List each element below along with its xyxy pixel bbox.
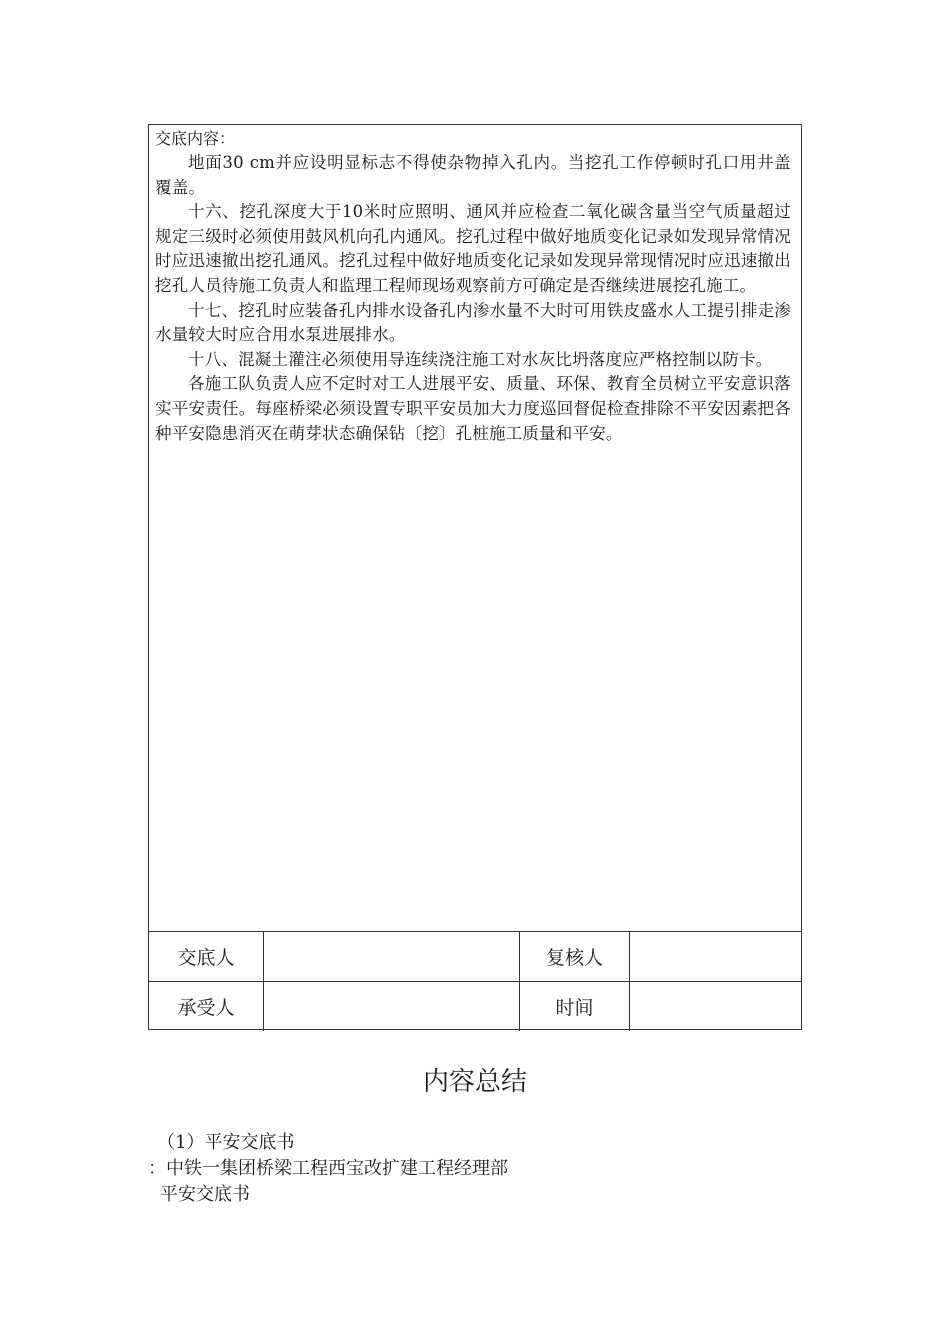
time-label: 时间	[519, 982, 629, 1031]
reviewer-label: 复核人	[519, 932, 629, 981]
summary-line: ：中铁一集团桥梁工程西宝改扩建工程经理部	[148, 1158, 508, 1179]
content-paragraph: 各施工队负责人应不定时对工人进展平安、质量、环保、教育全员树立平安意识落实平安责任。每座桥梁必须设置专职平安员加大力度巡回督促检查排除不平安因素把各种平安隐患消灭在萌芽状态确保钻〔挖〕孔桩施工质量和平安。	[155, 374, 791, 443]
content-paragraph: 地面30 cm并应设明显标志不得使杂物掉入孔内。当挖孔工作停顿时孔口用井盖覆盖。	[155, 153, 791, 197]
reviewer-field[interactable]	[629, 932, 801, 981]
recipient-field[interactable]	[263, 982, 519, 1031]
signature-row	[149, 931, 801, 981]
time-field[interactable]	[629, 982, 801, 1031]
content-paragraph: 十八、混凝土灌注必须使用导连续浇注施工对水灰比坍落度应严格控制以防卡。	[188, 349, 773, 369]
content-paragraph: 十六、挖孔深度大于10米时应照明、通风并应检查二氧化碳含量当空气质量超过规定三级时必须使用鼓风机向孔内通风。挖孔过程中做好地质变化记录如发现异常情况时应迅速撤出挖孔通风。挖孔过程中做好地质变化记录如发现异常现情况时应迅速撤出挖孔人员待施工负责人和监理工程师现场观察前方可确定是否继续进展挖孔施工。	[155, 202, 791, 295]
content-paragraph: 十七、挖孔时应装备孔内排水设备孔内渗水量不大时可用铁皮盛水人工提引排走渗水量较大时应合用水泵进展排水。	[155, 300, 791, 345]
summary-line: 平安交底书	[160, 1184, 250, 1205]
briefer-label: 交底人	[177, 947, 235, 969]
safety-briefing-table	[148, 124, 802, 1030]
summary-title: 内容总结	[422, 1067, 527, 1097]
recipient-label: 承受人	[177, 997, 235, 1019]
briefing-content-cell	[149, 125, 801, 931]
signature-row	[149, 981, 801, 1031]
briefer-field[interactable]	[263, 932, 519, 981]
summary-line: （1）平安交底书	[157, 1132, 295, 1153]
content-label: 交底内容：	[155, 129, 236, 148]
